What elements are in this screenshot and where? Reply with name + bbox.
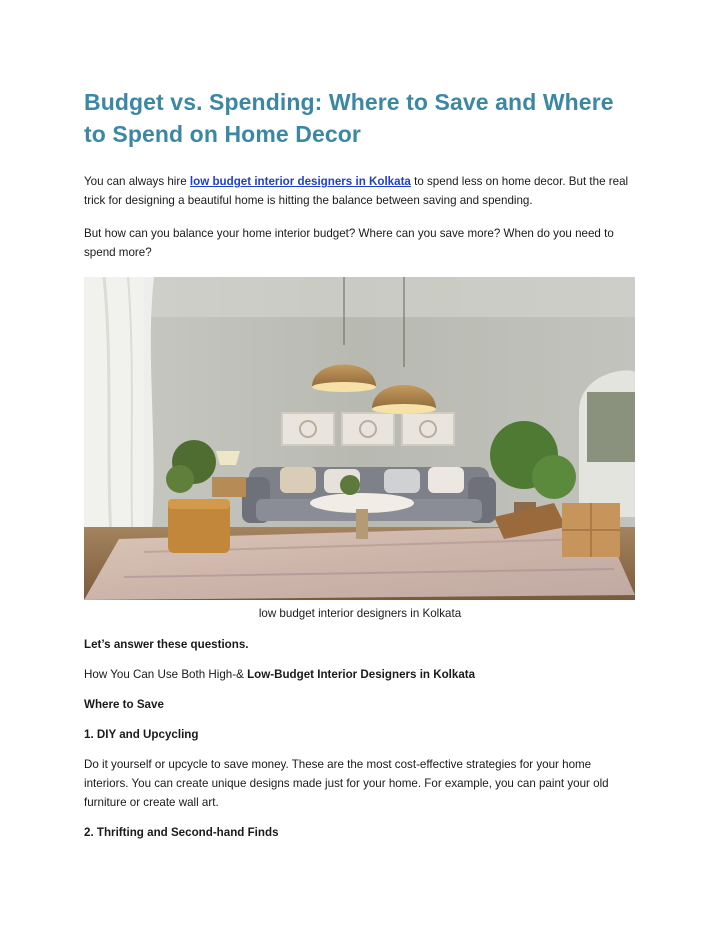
question-paragraph: But how can you balance your home interior budget? Where can you save more? When do you need to spend more? bbox=[84, 227, 614, 259]
section-1-heading: 1. DIY and Upcycling bbox=[84, 728, 199, 741]
intro-text-end: to spend less on home decor. But the real trick for designing a beautiful home is hitting the balance between saving and spending. bbox=[84, 175, 629, 207]
intro-text-start: You can always hire bbox=[84, 175, 190, 188]
section-2-heading: 2. Thrifting and Second-hand Finds bbox=[84, 826, 279, 839]
article-body bbox=[84, 86, 636, 842]
intro-paragraph bbox=[84, 172, 636, 210]
image-caption: low budget interior designers in Kolkata bbox=[258, 607, 462, 620]
article-title: Budget vs. Spending: Where to Save and Where to Spend on Home Decor bbox=[84, 89, 614, 147]
section-1-body: Do it yourself or upcycle to save money. These are the most cost-effective strategies for your home interiors. You can create unique designs made just for your home. For example, you can paint your old furniture or create wall art. bbox=[84, 758, 609, 809]
how-to-plain: How You Can Use Both High-& bbox=[84, 668, 248, 681]
living-room-photo bbox=[84, 277, 635, 600]
lets-answer-text: Let’s answer these questions. bbox=[84, 638, 249, 651]
how-to-heading bbox=[84, 665, 636, 684]
how-to-bold: Low-Budget Interior Designers in Kolkata bbox=[247, 668, 476, 681]
where-to-save-heading: Where to Save bbox=[84, 698, 164, 711]
designers-link[interactable]: low budget interior designers in Kolkata bbox=[189, 175, 411, 188]
